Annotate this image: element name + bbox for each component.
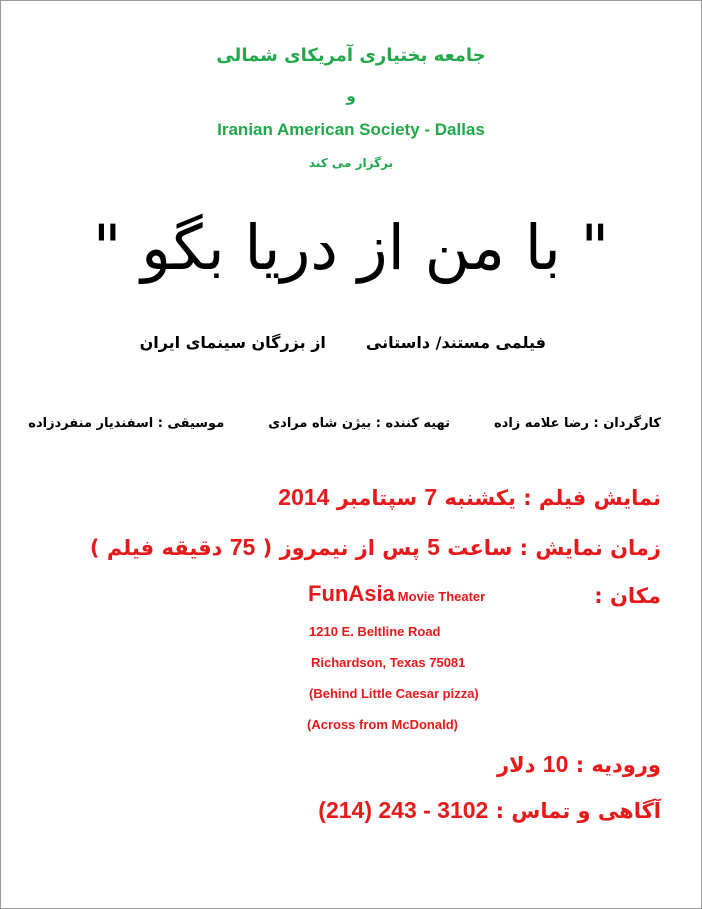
venue-landmark-1: (Behind Little Caesar pizza): [309, 686, 479, 701]
screening-time-label: زمان نمایش : ساعت: [447, 536, 661, 560]
venue-label: مکان :: [594, 584, 661, 608]
venue-street: 1210 E. Beltline Road: [309, 624, 441, 639]
screening-time-text: پس از نیمروز (: [262, 536, 420, 560]
film-subtitle: [140, 333, 546, 352]
entry-fee: [497, 751, 661, 778]
screening-date-month: سپتامبر: [336, 486, 418, 510]
film-origin: از بزرگان سینمای ایران: [139, 333, 326, 352]
venue-city: Richardson, Texas 75081: [311, 655, 466, 670]
conjunction-and: و: [346, 87, 356, 105]
entry-fee-amount: 10: [542, 751, 569, 777]
screening-date-day: 7: [424, 484, 438, 510]
entry-fee-label: ورودیه :: [575, 753, 661, 777]
screening-date-label: نمایش فیلم : یکشنبه: [444, 486, 661, 510]
screening-time-minutes: 75: [229, 534, 256, 560]
organization-english: Iranian American Society - Dallas: [217, 120, 485, 139]
contact-label: آگاهی و تماس :: [495, 799, 661, 823]
venue-landmark-2: (Across from McDonald): [307, 717, 458, 732]
screening-date: [278, 484, 661, 511]
film-genre: فیلمی مستند/ داستانی: [365, 333, 546, 352]
crew-director: کارگردان : رضا علامه زاده: [494, 416, 661, 431]
organization-persian: جامعه بختیاری آمریکای شمالی: [216, 45, 486, 66]
crew-music: موسیقی : اسفندیار منفردزاده: [28, 416, 225, 431]
contact-phone: (214) 243 - 3102: [318, 797, 489, 823]
venue-type: Movie Theater: [397, 589, 486, 604]
venue-name: FunAsia: [308, 581, 395, 606]
crew-producer: تهیه کننده : بیژن شاه مرادی: [268, 416, 450, 431]
screening-time-end: دقیقه فیلم ): [89, 536, 223, 560]
entry-fee-currency: دلار: [496, 753, 536, 777]
screening-time: [90, 534, 661, 561]
crew-line: [28, 416, 661, 431]
presents-text: برگزار می کند: [308, 156, 394, 170]
venue-heading: [308, 581, 485, 607]
screening-date-year: 2014: [278, 484, 330, 510]
film-title: " با من از دریا بگو ": [92, 211, 610, 284]
contact-info: [318, 797, 661, 824]
screening-time-hour: 5: [427, 534, 440, 560]
